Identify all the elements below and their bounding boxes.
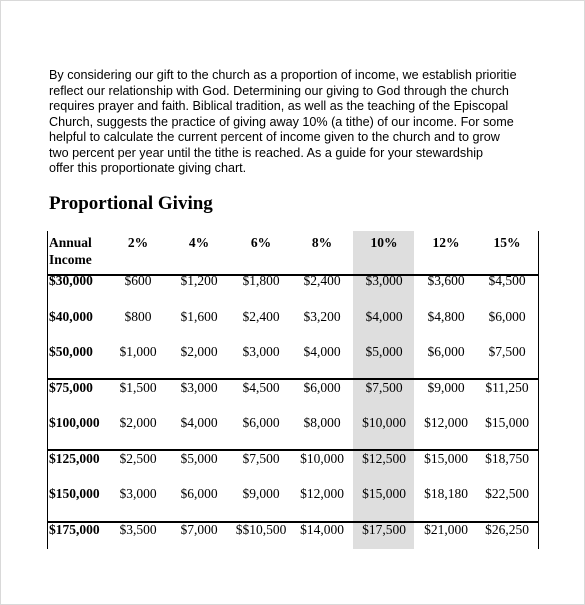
header-percent-10: 10% [370, 235, 398, 250]
row-amount: $8,000 [303, 415, 341, 430]
row-amount: $2,000 [180, 344, 218, 359]
row-amount: $11,250 [485, 380, 529, 395]
row-amount: $9,000 [242, 486, 280, 501]
intro-paragraph [49, 68, 549, 177]
row-amount: $2,500 [119, 451, 157, 466]
row-income: $175,000 [49, 522, 100, 537]
row-amount: $4,500 [242, 380, 280, 395]
header-annual-income: Income [49, 252, 92, 267]
row-amount: $10,000 [362, 415, 406, 430]
row-amount: $4,500 [488, 273, 526, 288]
row-amount: $1,500 [119, 380, 157, 395]
row-amount: $10,000 [300, 451, 344, 466]
row-amount: $1,600 [180, 309, 218, 324]
intro-line: offer this proportionate giving chart. [49, 161, 247, 175]
row-amount: $3,000 [242, 344, 280, 359]
row-amount: $12,500 [362, 451, 406, 466]
row-amount: $2,400 [303, 273, 341, 288]
row-income: $40,000 [49, 309, 93, 324]
intro-line: Church, suggests the practice of giving away 10% (a tithe) of our income. For some [49, 114, 514, 129]
row-amount: $6,000 [180, 486, 218, 501]
row-income: $30,000 [49, 273, 93, 288]
row-income: $75,000 [49, 380, 93, 395]
row-amount: $9,000 [427, 380, 465, 395]
row-amount: $4,800 [427, 309, 465, 324]
header-percent-2: 2% [127, 235, 149, 250]
row-amount: $18,750 [485, 451, 529, 466]
intro-line: reflect our relationship with God. Determining our giving to God through the church [49, 83, 509, 98]
row-amount: $21,000 [424, 522, 468, 537]
row-amount: $6,000 [427, 344, 465, 359]
row-amount: $6,000 [303, 380, 341, 395]
row-amount: $15,000 [362, 486, 406, 501]
row-amount: $6,000 [242, 415, 280, 430]
row-amount: $4,000 [365, 309, 403, 324]
row-amount: $5,000 [365, 344, 403, 359]
header-percent-6: 6% [250, 235, 272, 250]
table-left-border [47, 231, 48, 549]
row-amount: $3,600 [427, 273, 465, 288]
row-amount: $15,000 [485, 415, 529, 430]
row-amount: $12,000 [424, 415, 468, 430]
row-income: $150,000 [49, 486, 100, 501]
row-amount: $7,000 [180, 522, 218, 537]
section-heading: Proportional Giving [49, 193, 213, 214]
row-amount: $22,500 [485, 486, 529, 501]
row-amount: $14,000 [300, 522, 344, 537]
row-amount: $4,000 [303, 344, 341, 359]
intro-line: By considering our gift to the church as a proportion of income, we establish prioritie [49, 68, 517, 82]
row-amount: $7,500 [242, 451, 280, 466]
row-amount: $7,500 [488, 344, 526, 359]
row-income: $50,000 [49, 344, 93, 359]
intro-line: requires prayer and faith. Biblical tradition, as well as the teaching of the Episcopal [49, 99, 509, 113]
row-amount: $1,800 [242, 273, 280, 288]
row-amount: $7,500 [365, 380, 403, 395]
row-amount: $1,000 [119, 344, 157, 359]
intro-line: two percent per year until the tithe is reached. As a guide for your stewardship [49, 145, 484, 160]
header-percent-4: 4% [188, 235, 210, 250]
header-percent-12: 12% [432, 235, 460, 250]
row-amount: $2,000 [119, 415, 157, 430]
row-amount: $2,400 [242, 309, 280, 324]
row-amount: $3,200 [303, 309, 341, 324]
row-amount: $3,000 [119, 486, 157, 501]
row-amount: $26,250 [485, 522, 529, 537]
row-amount: $600 [124, 273, 152, 288]
row-amount: $1,200 [180, 273, 218, 288]
table-right-border [538, 231, 539, 549]
giving-table [47, 231, 539, 549]
row-amount: $17,500 [362, 522, 406, 537]
row-amount: $15,000 [424, 451, 468, 466]
row-amount: $3,000 [365, 273, 403, 288]
row-amount: $4,000 [180, 415, 218, 430]
row-amount: $$10,500 [235, 522, 287, 537]
row-amount: $3,500 [119, 522, 157, 537]
header-percent-8: 8% [311, 235, 333, 250]
header-annual-income: Annual [49, 235, 92, 250]
intro-line: helpful to calculate the current percent of income given to the church and to grow [49, 130, 500, 144]
row-income: $125,000 [49, 451, 100, 466]
row-income: $100,000 [49, 415, 100, 430]
row-amount: $5,000 [180, 451, 218, 466]
header-percent-15: 15% [493, 235, 521, 250]
row-amount: $6,000 [488, 309, 526, 324]
row-amount: $3,000 [180, 380, 218, 395]
row-amount: $800 [124, 309, 152, 324]
row-amount: $12,000 [300, 486, 344, 501]
row-amount: $18,180 [424, 486, 468, 501]
